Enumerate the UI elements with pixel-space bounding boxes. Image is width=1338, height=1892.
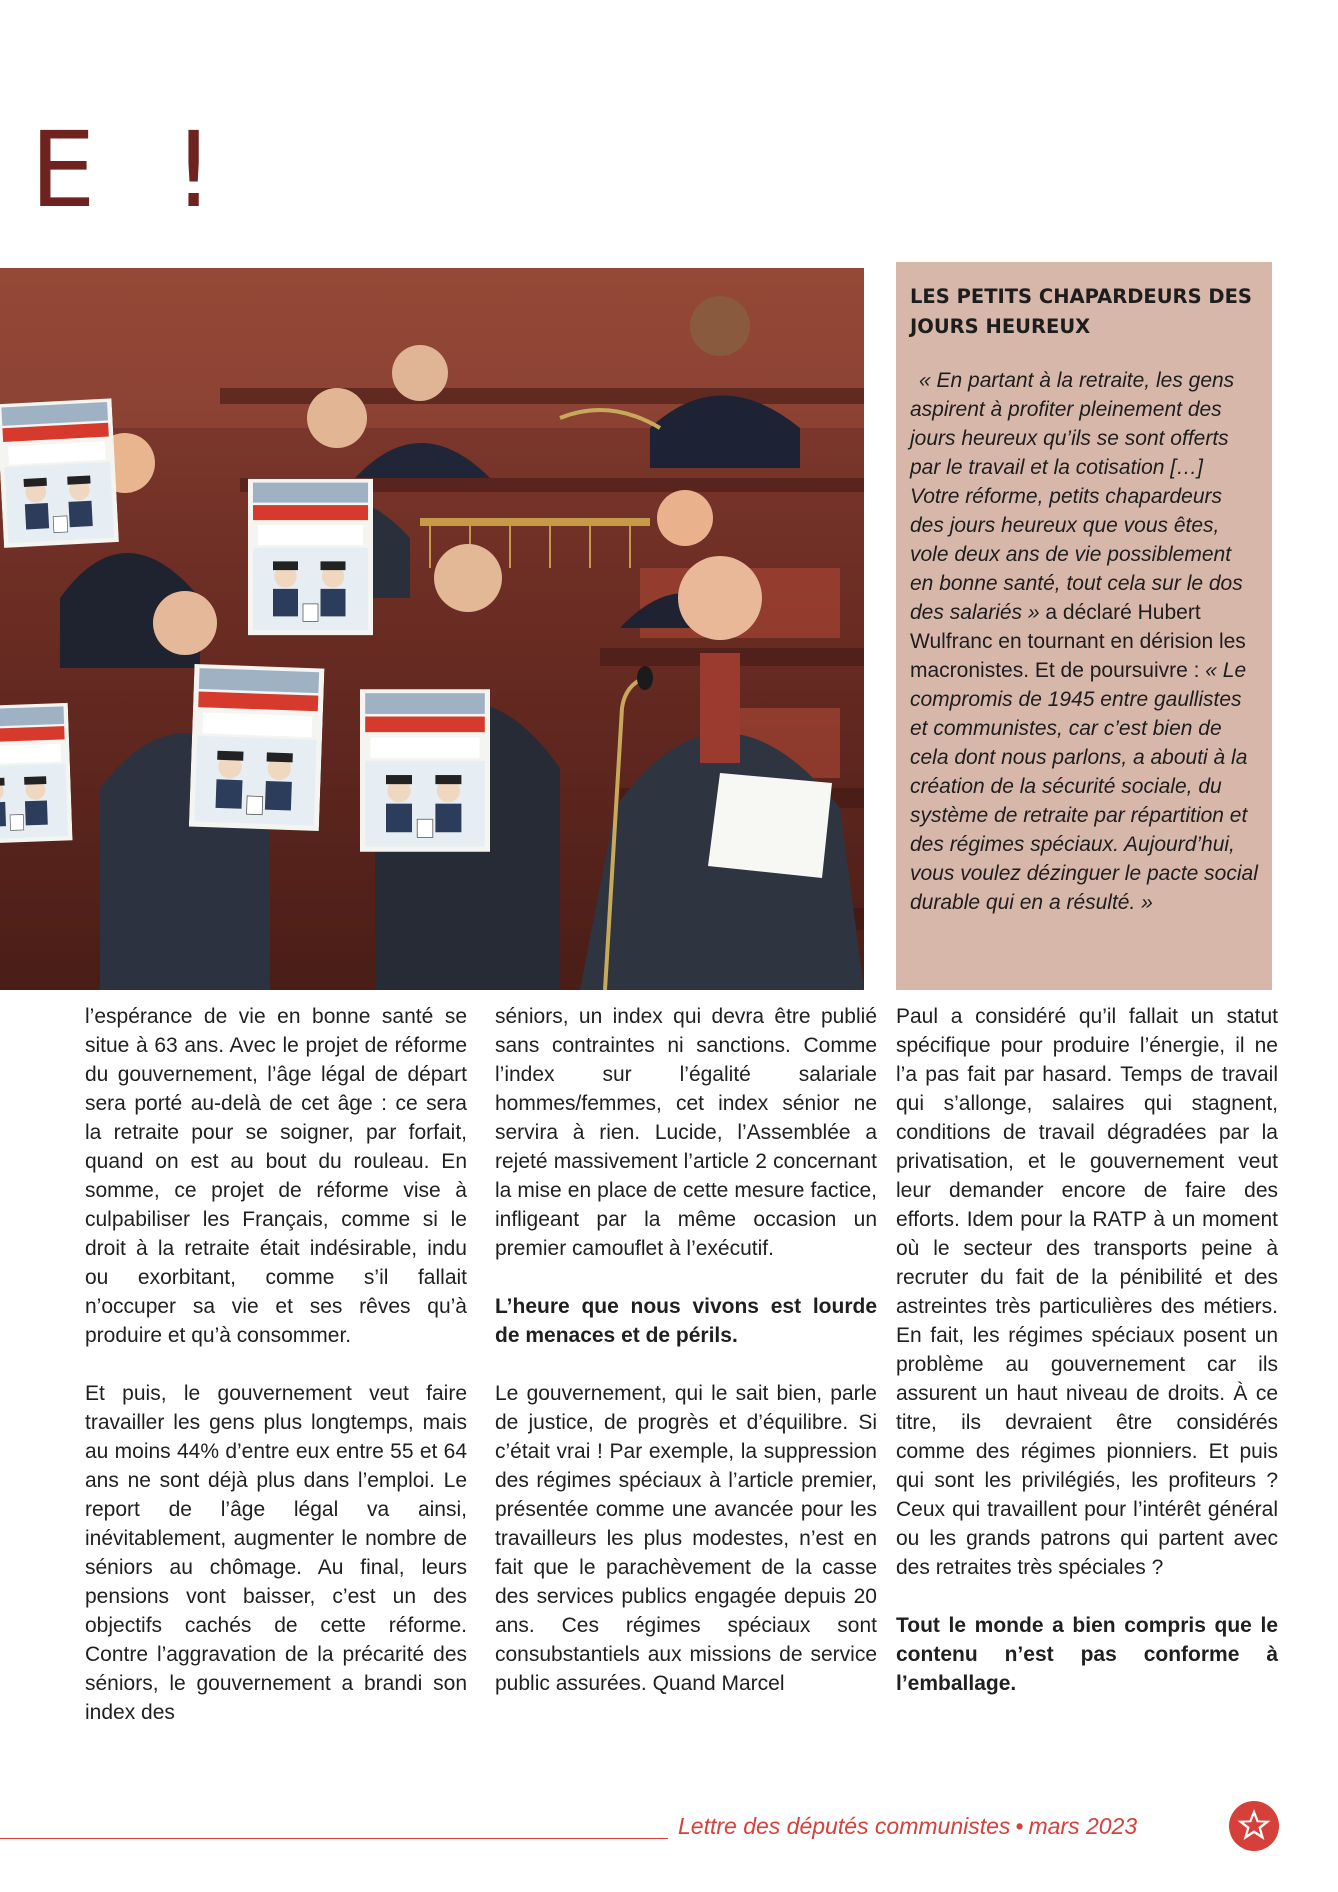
sidebar-title: LES PETITS CHAPARDEURS DES JOURS HEUREUX xyxy=(910,285,1252,338)
sidebar-quote-2: « Le compromis de 1945 entre gaullistes et communistes, car c’est bien de cela dont nous parlons, a abouti à la création de la sécurité sociale, du système de retraite par répartition et des régimes spéciaux. Aujourd’hui, vous voulez dézinguer le pacte social durable qui en a résulté. » xyxy=(910,659,1258,914)
assembly-photo-illustration xyxy=(0,268,864,990)
article-paragraph: Et puis, le gouvernement veut faire travailler les gens plus longtemps, mais au moins 44% d’entre eux entre 55 et 64 ans ne sont déjà plus dans l’emploi. Le report de l’âge légal va ainsi, inévitablement, augmenter le nombre de séniors au chômage. Au final, leurs pensions vont baisser, c’est un des objectifs cachés de cette réforme. Contre l’aggravation de la précarité des séniors, le gouvernement a brandi son index des xyxy=(85,1382,467,1724)
red-star-logo-icon xyxy=(1228,1800,1280,1852)
article-paragraph: séniors, un index qui devra être publié sans contraintes ni sanctions. Comme l’index sur l’égalité salariale hommes/femmes, cet index sénior ne servira à rien. Lucide, l’Assemblée a rejeté massivement l’article 2 concernant la mise en place de cette mesure factice, infligeant par la même occasion un premier camouflet à l’exécutif. xyxy=(495,1005,877,1260)
footer-date: mars 2023 xyxy=(1028,1813,1138,1839)
article-paragraph: Paul a considéré qu’il fallait un statut spécifique pour produire l’énergie, il ne l’a pas fait par hasard. Temps de travail qui s’allonge, salaires qui stagnent, conditions de travail dégradées par la privatisation, et le gouvernement veut leur demander encore de faire des efforts. Idem pour la RATP à un moment où le secteur des transports peine à recruter du fait de la pénibilité et des astreintes très particulières des métiers. En fait, les régimes spéciaux posent un problème au gouvernement car ils assurent un haut niveau de droits. À ce titre, ils devraient être considérés comme des régimes pionniers. Et puis qui sont les privilégiés, les profiteurs ? Ceux qui travaillent pour l’intérêt général ou les grands patrons qui partent avec des retraites très spéciales ? xyxy=(896,1005,1278,1579)
article-conclusion: Tout le monde a bien compris que le contenu n’est pas conforme à l’emballage. xyxy=(896,1614,1278,1695)
assembly-photo xyxy=(0,268,864,990)
article-paragraph: l’espérance de vie en bonne santé se situe à 63 ans. Avec le projet de réforme du gouvernement, l’âge légal de départ sera porté au-delà de cet âge : ce sera la retraite pour se soigner, par forfait, quand on est au bout du rouleau. En somme, ce projet de réforme vise à culpabiliser les Français, comme si le droit à la retraite était indésirable, indu ou exorbitant, comme s’il fallait n’occuper sa vie et ses rêves qu’à produire et qu’à consommer. xyxy=(85,1005,467,1347)
quote-sidebar xyxy=(896,262,1272,990)
article-subheading: L’heure que nous vivons est lourde de menaces et de périls. xyxy=(495,1295,877,1347)
article-column-1 xyxy=(85,1002,467,1727)
sidebar-body xyxy=(910,366,1258,917)
sidebar-quote-1: « En partant à la retraite, les gens aspirent à profiter pleinement des jours heureux qu’ils se sont offerts par le travail et la cotisation […] Votre réforme, petits chapardeurs des jours heureux que vous êtes, vole deux ans de vie possiblement en bonne santé, tout cela sur le dos des salariés » xyxy=(910,369,1243,624)
article-column-2 xyxy=(495,1002,877,1698)
footer-publication: Lettre des députés communistes xyxy=(678,1813,1011,1839)
footer-rule xyxy=(0,1838,668,1839)
article-column-3 xyxy=(896,1002,1278,1698)
article-paragraph: Le gouvernement, qui le sait bien, parle de justice, de progrès et d’équilibre. Si c’était vrai ! Par exemple, la suppression des régimes spéciaux à l’article premier, présentée comme une avancée pour les travailleurs les plus modestes, n’est en fait que le parachèvement de la casse des services publics engagée depuis 20 ans. Ces régimes spéciaux sont consubstantiels aux missions de service public assurées. Quand Marcel xyxy=(495,1382,877,1695)
sidebar-attribution: a déclaré Hubert Wulfranc en tournant en dérision les macronistes. Et de poursuivre : xyxy=(910,601,1246,682)
page-headline: E ! xyxy=(30,109,237,231)
footer-separator: • xyxy=(1015,1813,1024,1839)
footer-credit xyxy=(678,1813,1137,1840)
